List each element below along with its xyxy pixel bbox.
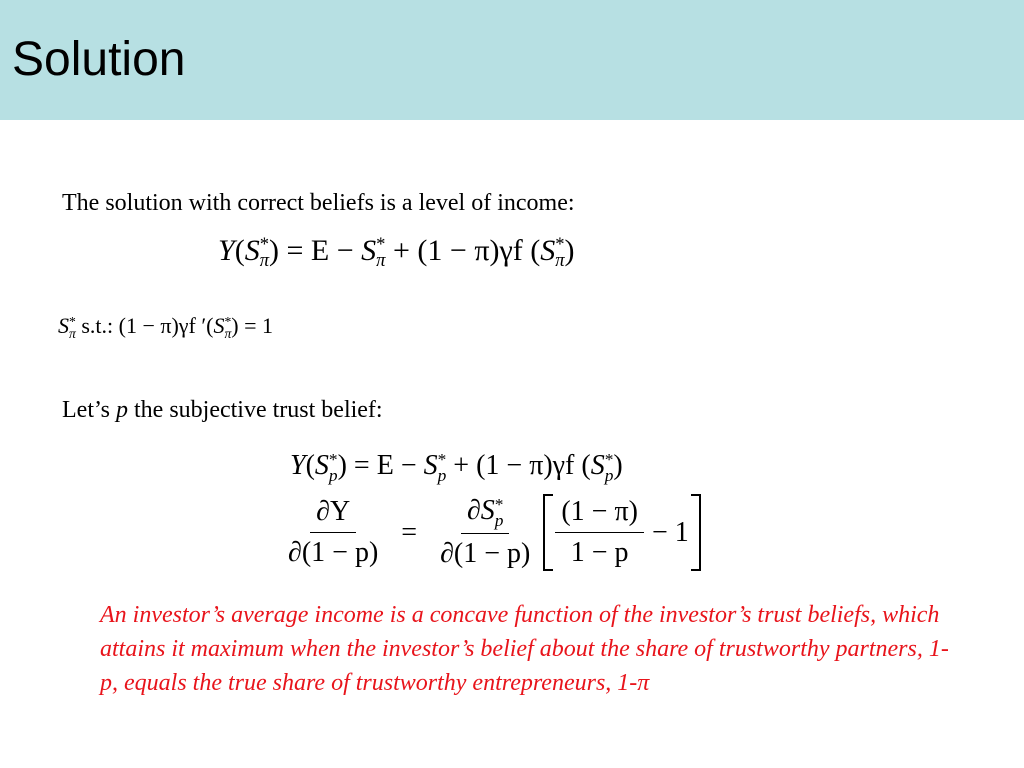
lhs-fraction: $\frac{\partial Y}{\partial(1 - p)}$ [288,496,379,568]
slide-title: Solution [12,33,186,86]
equation-income-subjective-beliefs: Y(S * p ) = E − S * p + (1 − π)γf (S * p ) [290,450,623,485]
bracket-expression: $\frac{(1 - \pi)}{1 - p}$ − 1 [543,494,700,571]
title-band [0,0,1024,120]
intro-text: The solution with correct beliefs is a level of income: [62,190,575,216]
conclusion-text: An investor’s average income is a concave function of the investor’s trust beliefs, which attains it maximum when the investor’s belief about the share of trustworthy partners, 1-p, equals the true share of trustworthy entrepreneurs, 1-π [100,602,949,696]
equation-derivative: $\frac{\partial Y}{\partial(1 - p)}$ = ∂S * p ∂(1 − p) $\frac{(1 - \pi)}{1 - p}$ − 1 [282,494,701,571]
equation-optimality-condition: S * π s.t.: (1 − π)γf ′(S * π ) = 1 [58,313,274,341]
lets-text: Let’s p the subjective trust belief: [62,397,383,423]
equation-income-correct-beliefs: Y(S * π ) = E − S * π + (1 − π)γf (S * π ) [218,233,575,272]
rhs-fraction: ∂S * p ∂(1 − p) [440,495,531,569]
